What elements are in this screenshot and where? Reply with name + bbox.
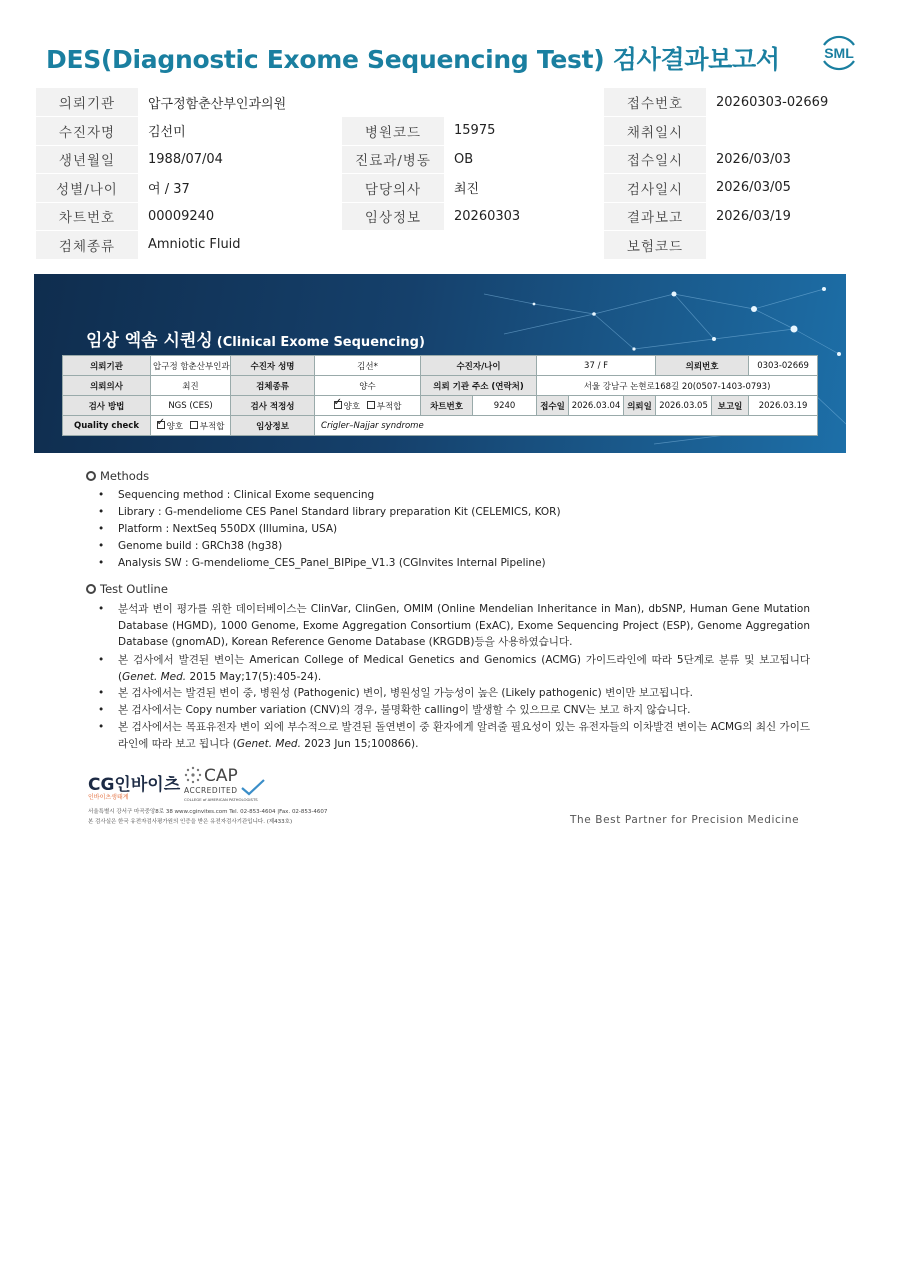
bullet-icon: • (98, 603, 105, 615)
info-value: 2026/03/03 (706, 145, 864, 174)
adequacy-ok-checkbox (334, 401, 342, 409)
info-label: 수진자명 (36, 117, 138, 146)
info-label: 임상정보 (342, 202, 444, 231)
outline-item-reference: 2015 May;17(5):405-24). (186, 670, 322, 683)
info-value: 압구정함춘산부인과의원 (138, 88, 342, 117)
outline-item-text (118, 601, 810, 651)
info-value: 2026/03/05 (706, 174, 864, 203)
info-row (36, 202, 864, 231)
outline-item-text (118, 702, 810, 719)
ces-h-method: 검사 방법 (63, 396, 151, 416)
ces-v-client: 압구정 함춘산부인과 (151, 356, 231, 376)
outline-item-reference: 2023 Jun 15;100866). (300, 737, 419, 750)
ces-h-clinical: 임상정보 (231, 416, 315, 436)
cap-text: CAP (204, 766, 238, 786)
info-label: 결과보고 (604, 202, 706, 231)
outline-item-body: 본 검사에서 발견된 변이는 American College of Medical Genetics and Genomics (ACMG) 가이드라인에 따라 5단계로 분류 및 보고됩니다 ( (118, 654, 810, 683)
ces-v-method: NGS (CES) (151, 396, 231, 416)
methods-item-text: Platform : NextSeq 550DX (Illumina, USA) (118, 523, 338, 535)
outline-item-text (118, 685, 810, 702)
ces-row-4 (63, 416, 818, 436)
outline-item (98, 601, 810, 651)
info-empty-label (342, 88, 444, 117)
bullet-icon: • (98, 540, 105, 552)
methods-heading-text: Methods (100, 469, 150, 483)
bullet-icon: • (98, 489, 105, 501)
footer-address: 서울특별시 강서구 마곡중앙8로 38 www.cginvites.com Tel. 02-853-4604 |Fax. 02-853-4607 (88, 809, 328, 815)
adequacy-ok-label: 양호 (343, 401, 361, 412)
outline-item-text (118, 652, 810, 685)
ces-h-requested: 의뢰일 (624, 396, 656, 416)
info-value: 20260303-02669 (706, 88, 864, 117)
info-value: 00009240 (138, 202, 342, 231)
ces-v-clinical: Crigler–Najjar syndrome (315, 416, 818, 436)
ces-v-reported: 2026.03.19 (749, 396, 818, 416)
ces-h-client: 의뢰기관 (63, 356, 151, 376)
methods-item-text: Sequencing method : Clinical Exome sequencing (118, 489, 375, 501)
info-label: 차트번호 (36, 202, 138, 231)
info-label: 검사일시 (604, 174, 706, 203)
bullet-icon: • (98, 654, 105, 666)
ces-v-specimen: 양수 (315, 376, 421, 396)
report-info-table (36, 88, 864, 260)
ces-v-requested: 2026.03.05 (656, 396, 712, 416)
bullet-icon: • (98, 704, 105, 716)
ces-row-2 (63, 376, 818, 396)
quality-bad-checkbox (190, 421, 198, 429)
info-empty-value (444, 88, 604, 117)
info-label: 접수번호 (604, 88, 706, 117)
outline-item-body: 본 검사에서는 목표유전자 변이 외에 부수적으로 발견된 돌연변이 중 환자에게 알려줄 필요성이 있는 유전자들의 이차발견 변이는 ACMG의 최신 가이드라인에 따라 보고 됩니다 ( (118, 721, 810, 750)
info-label: 담당의사 (342, 174, 444, 203)
methods-heading (86, 469, 149, 483)
cap-emblem-icon (184, 766, 202, 784)
banner-title-ko: 임상 엑솜 시퀀싱 (86, 331, 213, 351)
ces-v-patient: 김선* (315, 356, 421, 376)
info-row (36, 88, 864, 117)
adequacy-bad-checkbox (367, 401, 375, 409)
info-empty-value (444, 231, 604, 260)
sml-logo (816, 30, 862, 76)
info-row (36, 117, 864, 146)
quality-ok-label: 양호 (166, 421, 184, 432)
outline-item-body: 본 검사에서는 발견된 변이 중, 병원성 (Pathogenic) 변이, 병원성일 가능성이 높은 (Likely pathogenic) 변이만 보고됩니다. (118, 687, 693, 699)
ces-row-3 (63, 396, 818, 416)
ces-h-patient: 수진자 성명 (231, 356, 315, 376)
info-label: 검체종류 (36, 231, 138, 260)
ces-summary-table (62, 355, 818, 436)
info-row (36, 145, 864, 174)
bullet-icon: • (98, 687, 105, 699)
quality-bad-label: 부적합 (199, 421, 225, 432)
info-value: 김선미 (138, 117, 342, 146)
info-label: 생년월일 (36, 145, 138, 174)
outline-item-body: 본 검사에서는 Copy number variation (CNV)의 경우, 불명확한 calling이 발생할 수 있으므로 CNV는 보고 하지 않습니다. (118, 704, 691, 716)
ces-h-received: 접수일 (537, 396, 569, 416)
ces-v-reqno: 0303-02669 (749, 356, 818, 376)
info-value: 여 / 37 (138, 174, 342, 203)
bullet-icon: • (98, 721, 105, 733)
ces-h-reported: 보고일 (712, 396, 749, 416)
ces-v-address: 서울 강남구 논현로168길 20(0507-1403-0793) (537, 376, 818, 396)
methods-item-text: Library : G-mendeliome CES Panel Standard library preparation Kit (CELEMICS, KOR) (118, 506, 561, 518)
adequacy-bad-label: 부적합 (376, 401, 402, 412)
ces-row-1 (63, 356, 818, 376)
info-value: 2026/03/19 (706, 202, 864, 231)
report-title: DES(Diagnostic Exome Sequencing Test) 검사결과보고서 (46, 45, 780, 74)
methods-item-text: Genome build : GRCh38 (hg38) (118, 540, 283, 552)
banner-title (86, 326, 425, 351)
info-row (36, 231, 864, 260)
info-row (36, 174, 864, 203)
gear-icon (86, 471, 96, 481)
outline-item (98, 702, 810, 719)
ces-h-specimen: 검체종류 (231, 376, 315, 396)
ces-h-age: 수진자/나이 (421, 356, 537, 376)
outline-item (98, 652, 810, 685)
info-value: 20260303 (444, 202, 604, 231)
info-value: 1988/07/04 (138, 145, 342, 174)
ces-h-quality: Quality check (63, 416, 151, 436)
info-label: 접수일시 (604, 145, 706, 174)
bullet-icon: • (98, 523, 105, 535)
cap-accredited: ACCREDITED (184, 786, 238, 795)
info-label: 채취일시 (604, 117, 706, 146)
info-label: 보험코드 (604, 231, 706, 260)
quality-ok-checkbox (157, 421, 165, 429)
sml-logo-text: SML (824, 45, 854, 61)
bullet-icon: • (98, 557, 105, 569)
info-value: 최진 (444, 174, 604, 203)
ces-h-reqno: 의뢰번호 (656, 356, 749, 376)
cap-college: COLLEGE of AMERICAN PATHOLOGISTS (184, 797, 258, 802)
ces-v-quality (151, 416, 231, 436)
banner-title-en: (Clinical Exome Sequencing) (216, 335, 425, 350)
footer-certification: 본 검사실은 한국 유전자검사평가원의 인증을 받은 유전자검사기관입니다. (제433호) (88, 819, 293, 825)
info-value (706, 117, 864, 146)
ces-v-received: 2026.03.04 (569, 396, 624, 416)
bullet-icon: • (98, 506, 105, 518)
info-value: Amniotic Fluid (138, 231, 342, 260)
outline-item-body: 분석과 변이 평가를 위한 데이터베이스는 ClinVar, ClinGen, OMIM (Online Mendelian Inheritance in Man), dbSNP, Human Gene Mutation Database (HGMD), 1000 Genome, Exome Aggregation Consortium (ExAC), Exome Sequencing Project (ESP), Genome Aggregation Database (gnomAD), Korean Reference Genome Database (KRGDB)등을 사용하였습니다. (118, 603, 810, 648)
info-empty-label (342, 231, 444, 260)
footer-tagline: The Best Partner for Precision Medicine (570, 814, 800, 826)
ces-v-doctor: 최진 (151, 376, 231, 396)
info-value: OB (444, 145, 604, 174)
ces-h-chart: 차트번호 (421, 396, 473, 416)
check-icon (240, 778, 266, 796)
cginvites-subtitle: 인바이츠생태계 (88, 794, 129, 801)
info-label: 의뢰기관 (36, 88, 138, 117)
outline-heading (86, 582, 168, 596)
ces-h-address: 의뢰 기관 주소 (연락처) (421, 376, 537, 396)
outline-heading-text: Test Outline (100, 582, 168, 596)
ces-v-chart: 9240 (473, 396, 537, 416)
cginvites-logo: CG인바이츠 (88, 775, 181, 795)
gear-icon (86, 584, 96, 594)
outline-item-citation: Genet. Med. (122, 670, 187, 683)
outline-item (98, 685, 810, 702)
info-value (706, 231, 864, 260)
outline-item-citation: Genet. Med. (236, 737, 301, 750)
outline-item (98, 719, 810, 752)
info-value: 15975 (444, 117, 604, 146)
info-label: 병원코드 (342, 117, 444, 146)
methods-item-text: Analysis SW : G-mendeliome_CES_Panel_BIPipe_V1.3 (CGInvites Internal Pipeline) (118, 557, 546, 569)
info-label: 진료과/병동 (342, 145, 444, 174)
ces-v-age: 37 / F (537, 356, 656, 376)
info-label: 성별/나이 (36, 174, 138, 203)
ces-v-adequacy (315, 396, 421, 416)
outline-item-text (118, 719, 810, 752)
ces-h-doctor: 의뢰의사 (63, 376, 151, 396)
ces-h-adequacy: 검사 적정성 (231, 396, 315, 416)
